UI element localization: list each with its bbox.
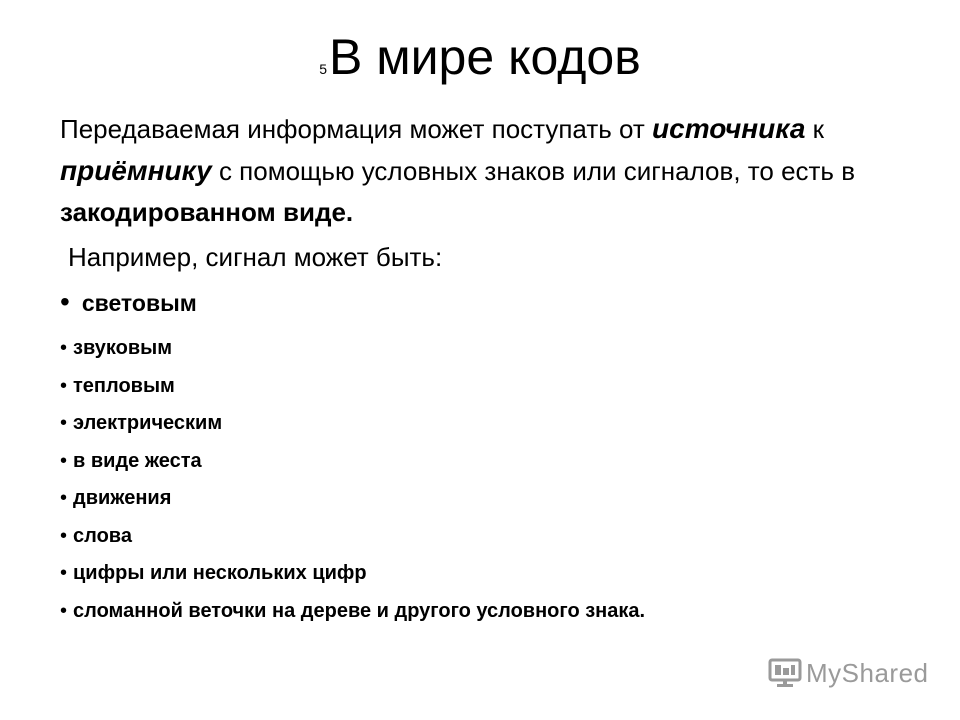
- list-item-label: сломанной веточки на дереве и другого условного знака.: [73, 599, 646, 622]
- bullet-dot: •: [60, 374, 68, 397]
- term-receiver: приёмнику: [60, 155, 212, 186]
- bullet-dot: •: [60, 412, 68, 434]
- list-item-label: тепловым: [73, 374, 175, 397]
- list-item: [60, 518, 645, 556]
- list-item: [60, 480, 645, 518]
- signal-list: [60, 330, 645, 630]
- bullet-dot: •: [60, 487, 68, 509]
- slide-number: 5: [319, 61, 328, 77]
- list-item-label: движения: [73, 487, 172, 509]
- list-item-label: в виде жеста: [73, 449, 202, 472]
- list-item: [60, 368, 645, 406]
- presentation-screen-icon: [768, 657, 802, 689]
- watermark-text: MyShared: [806, 657, 929, 688]
- list-item-first: [60, 282, 197, 323]
- list-item: [60, 443, 645, 481]
- list-item-label: звуковым: [73, 337, 173, 359]
- list-item-label: слова: [73, 524, 132, 547]
- slide-title-text: В мире кодов: [329, 29, 641, 85]
- list-item-label: цифры или нескольких цифр: [73, 562, 367, 584]
- term-source: источника: [652, 113, 806, 144]
- list-item: [60, 593, 645, 631]
- list-item: [60, 555, 645, 593]
- intro-line: Например, сигнал может быть:: [68, 242, 443, 272]
- slide-title: [0, 26, 960, 100]
- list-item: [60, 405, 645, 443]
- bullet-dot: •: [60, 599, 68, 622]
- term-encoded: закодированном виде.: [60, 197, 354, 227]
- list-item-label: электрическим: [73, 412, 223, 434]
- paragraph-text-1: Передаваемая информация может поступать от: [60, 114, 653, 144]
- bullet-dot: •: [60, 524, 68, 547]
- watermark-logo: [768, 656, 929, 690]
- bullet-dot: •: [60, 286, 70, 317]
- paragraph-text-2: к: [805, 114, 824, 144]
- bullet-dot: •: [60, 562, 68, 584]
- main-paragraph: [60, 108, 920, 233]
- bullet-dot: •: [60, 449, 68, 472]
- paragraph-text-3: с помощью условных знаков или сигналов, то есть в: [211, 156, 856, 186]
- list-item: [60, 330, 645, 368]
- bullet-dot: •: [60, 337, 68, 359]
- list-item-label: световым: [81, 290, 197, 316]
